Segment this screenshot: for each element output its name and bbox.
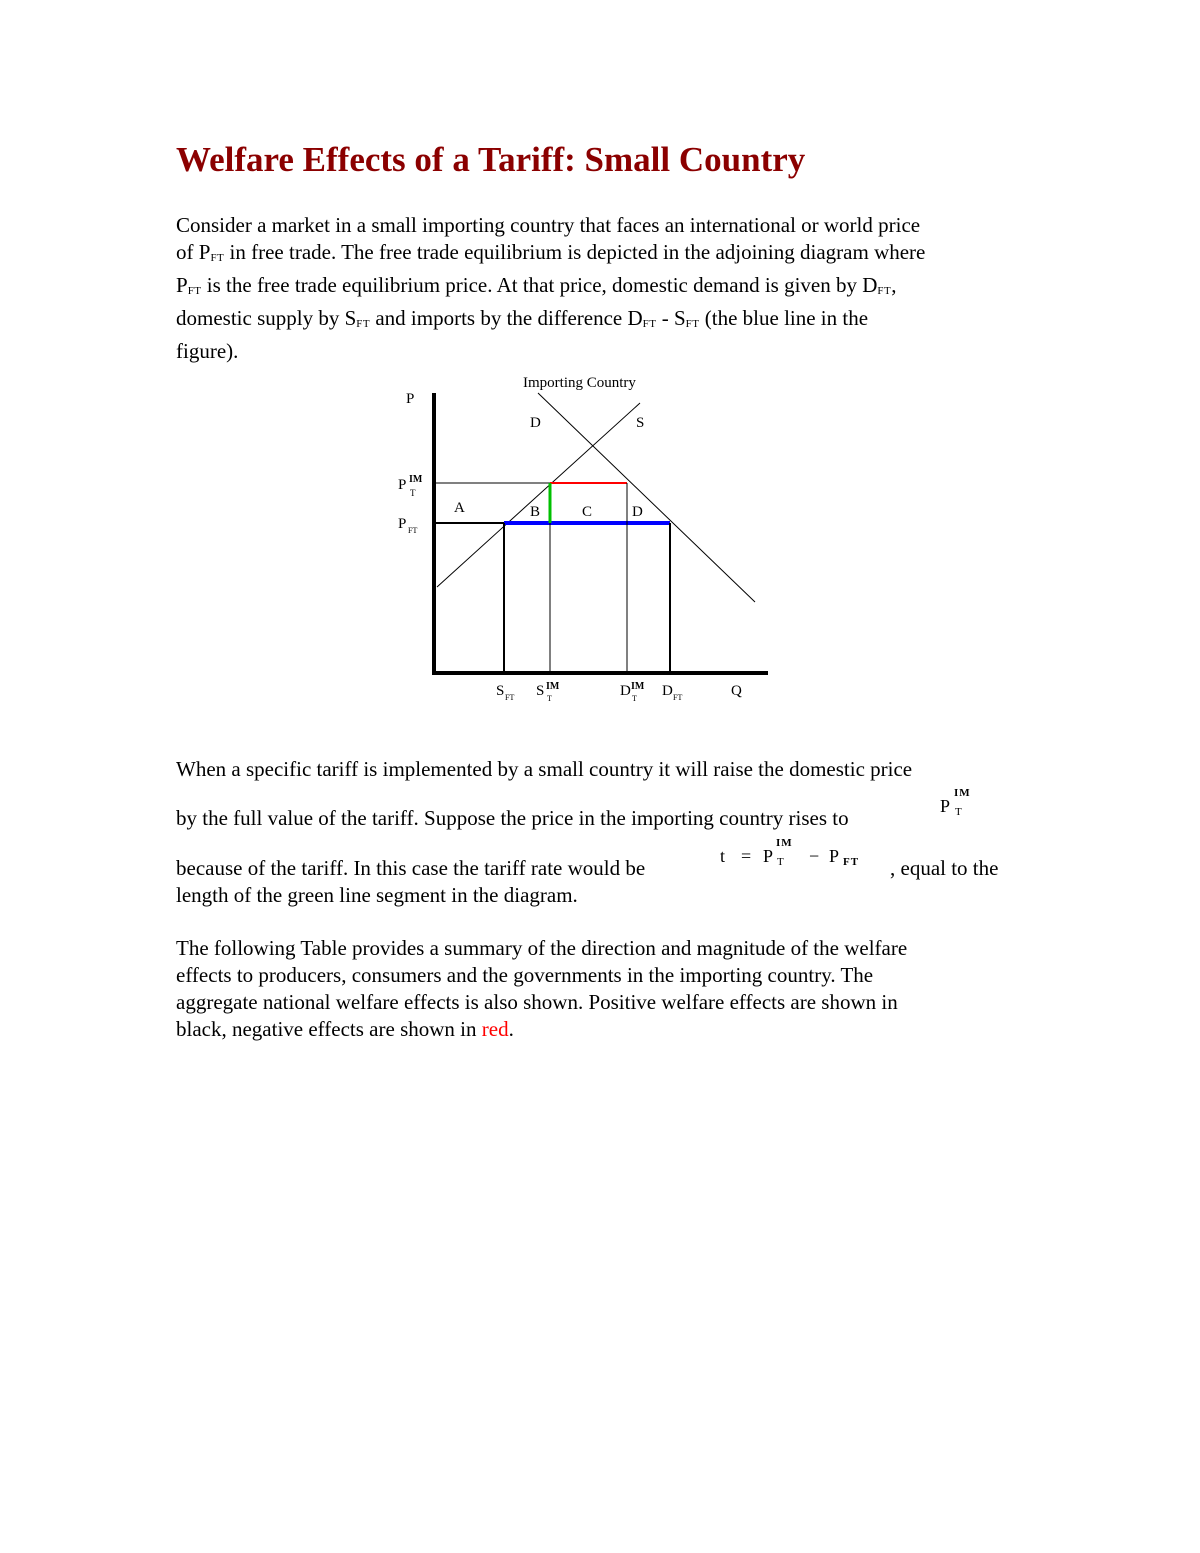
page-title: Welfare Effects of a Tariff: Small Country (176, 140, 806, 179)
intro-line-5: figure). (176, 339, 239, 363)
x-axis-label: Q (731, 683, 742, 699)
svg-text:P: P (398, 516, 407, 532)
svg-text:S: S (536, 683, 545, 699)
formula-p-im: P IM T (940, 787, 971, 818)
demand-curve (538, 393, 755, 602)
area-a-label: A (454, 500, 465, 516)
intro-line-1: Consider a market in a small importing country that faces an international or world price (176, 213, 921, 237)
intro-line-3: PFT is the free trade equilibrium price. At that price, domestic demand is given by DFT, (176, 273, 897, 297)
p-im-label (398, 474, 423, 498)
p-ft-label (398, 516, 417, 535)
area-b-label: B (530, 504, 541, 520)
intro-line-2: of PFT in free trade. The free trade equilibrium is depicted in the adjoining diagram where (176, 240, 926, 264)
svg-text:D: D (620, 683, 631, 699)
tariff-line-4: length of the green line segment in the diagram. (176, 883, 578, 907)
svg-text:P: P (398, 477, 407, 493)
formula-tariff-rate: t = P IM T − P FT (720, 837, 860, 868)
d-ft-label (662, 683, 682, 702)
tariff-line-1: When a specific tariff is implemented by a small country it will raise the domestic price (176, 757, 913, 781)
svg-text:T: T (632, 694, 637, 703)
svg-text:T: T (410, 488, 416, 498)
svg-text:IM: IM (631, 681, 645, 692)
area-d-label: D (632, 504, 643, 520)
tariff-diagram (380, 365, 780, 715)
tariff-line-2: by the full value of the tariff. Suppose the price in the importing country rises to (176, 806, 849, 830)
svg-text:T: T (547, 694, 552, 703)
area-c-label: C (582, 504, 593, 520)
summary-paragraph: The following Table provides a summary of the direction and magnitude of the welfare effects to producers, consumers and the governments in the importing country. The aggregate national welfare effects is also shown. Positive welfare effects are shown in black, negative effects are shown in red. (176, 936, 908, 1041)
diagram-title: Importing Country (523, 375, 636, 391)
svg-text:S: S (496, 683, 505, 699)
demand-label: D (530, 415, 541, 431)
red-word: red (481, 1017, 509, 1041)
tariff-line-3: because of the tariff. In this case the tariff rate would be (176, 856, 646, 880)
intro-paragraph (176, 212, 1036, 365)
s-im-label (536, 681, 560, 703)
svg-text:D: D (662, 683, 673, 699)
s-ft-label (496, 683, 514, 702)
svg-text:IM: IM (546, 681, 560, 692)
svg-text:FT: FT (505, 693, 515, 702)
y-axis-label: P (406, 391, 415, 407)
svg-text:IM: IM (409, 474, 423, 485)
tariff-line-3-end: , equal to the (890, 856, 999, 880)
svg-text:FT: FT (673, 693, 683, 702)
d-im-label (620, 681, 645, 703)
svg-text:FT: FT (408, 526, 418, 535)
supply-label: S (636, 415, 645, 431)
intro-line-4: domestic supply by SFT and imports by the difference DFT - SFT (the blue line in the (176, 306, 869, 330)
